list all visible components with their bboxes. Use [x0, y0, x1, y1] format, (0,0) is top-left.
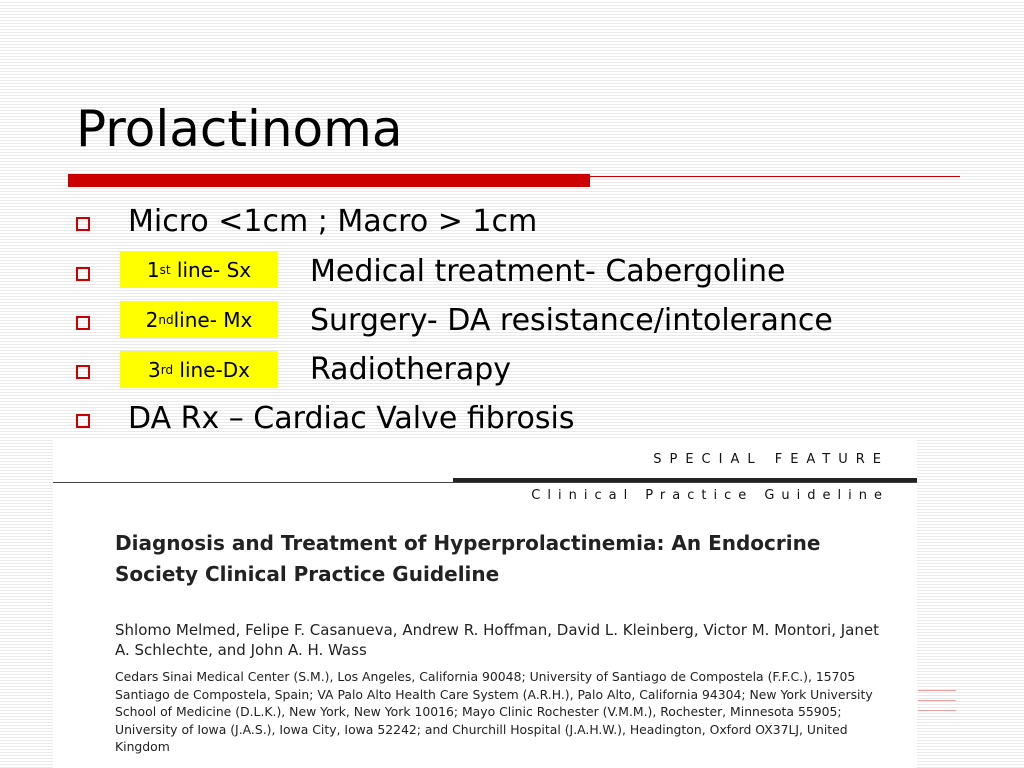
- tag-num: 1: [146, 257, 160, 282]
- title-underline-thin: [590, 176, 960, 177]
- paper-section-label: SPECIAL FEATURE: [653, 452, 889, 467]
- title-underline-thick: [68, 174, 590, 187]
- bullet-item-5: [76, 401, 90, 441]
- square-bullet-icon: [76, 316, 90, 330]
- bullet-text-5: DA Rx – Cardiac Valve fibrosis: [128, 401, 575, 436]
- highlight-tag-3: [120, 351, 278, 388]
- tag-sup: nd: [158, 312, 174, 327]
- bullet-item-2: [76, 254, 90, 294]
- square-bullet-icon: [76, 267, 90, 281]
- bullet-item-1: [76, 204, 90, 244]
- bullet-item-3: [76, 303, 90, 343]
- highlight-tag-1: [120, 251, 278, 288]
- paper-header-rule: [53, 482, 917, 483]
- decorative-lines: [918, 690, 956, 712]
- paper-title: Diagnosis and Treatment of Hyperprolactinemia: An Endocrine Society Clinical Practice Guideline: [115, 531, 821, 586]
- square-bullet-icon: [76, 217, 90, 231]
- tag-num: 2: [145, 307, 159, 332]
- tag-sup: rd: [160, 362, 174, 377]
- paper-header-excerpt: [53, 440, 917, 768]
- tag-num: 3: [148, 357, 161, 382]
- paper-subsection-label: Clinical Practice Guideline: [531, 488, 889, 503]
- bullet-text-4: Radiotherapy: [310, 352, 512, 387]
- bullet-text-1: Micro <1cm ; Macro > 1cm: [128, 204, 538, 239]
- square-bullet-icon: [76, 365, 90, 379]
- bullet-text-3: Surgery- DA resistance/intolerance: [310, 303, 833, 338]
- square-bullet-icon: [76, 414, 90, 428]
- bullet-text-2: Medical treatment- Cabergoline: [310, 254, 786, 289]
- bullet-item-4: [76, 352, 90, 392]
- slide-title: Prolactinoma: [76, 100, 403, 158]
- highlight-tag-2: [120, 301, 278, 338]
- paper-affiliations: Cedars Sinai Medical Center (S.M.), Los Angeles, California 90048; University of Santiago de Compostela (F.F.C.), 15705 Santiago de Compostela, Spain; VA Palo Alto Health Care System (A.R.H.), Palo Alto, California 94304; New York University School of Medicine (D.L.K.), New York, New York 10016; Mayo Clinic Rochester (V.M.M.), Rochester, Minnesota 55905; University of Iowa (J.A.S.), Iowa City, Iowa 52242; and Churchill Hospital (J.A.H.W.), Headington, Oxford OX37LJ, United Kingdom: [115, 669, 873, 754]
- tag-rest: line- Mx: [173, 307, 253, 332]
- tag-rest: line-Dx: [173, 357, 250, 382]
- tag-rest: line- Sx: [170, 257, 252, 282]
- tag-sup: st: [159, 262, 171, 277]
- paper-authors: Shlomo Melmed, Felipe F. Casanueva, Andrew R. Hoffman, David L. Kleinberg, Victor M. Montori, Janet A. Schlechte, and John A. H. Wass: [115, 621, 879, 659]
